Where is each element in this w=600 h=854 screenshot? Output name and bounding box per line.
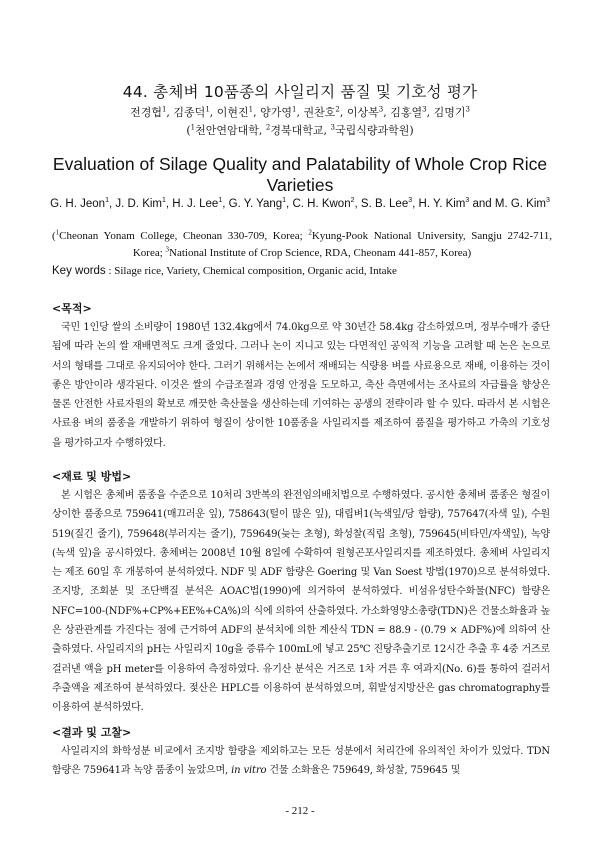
keywords-label: Key words — [52, 265, 106, 277]
author-sup: 1 — [161, 105, 167, 114]
author-sup: 3 — [422, 105, 427, 114]
author-name: G. H. Jeon — [50, 198, 106, 210]
author-sup: 2 — [350, 197, 355, 205]
author-sup: 1 — [162, 197, 166, 205]
affil-sup: 2 — [265, 123, 271, 132]
english-affiliations: ($^1$Cheonan Yonam College, Cheonan 330-709, Korea; $^2$Kyung-Pook National University, Sangju 2742-711, Korea; $^3$National Institute of Crop Science, RDA, Cheonam 441-857, Korea) — [52, 228, 552, 259]
affil-2: Kyung-Pook National University, Sangju 2742-711, Korea; — [132, 230, 552, 259]
author-sup: 1 — [292, 105, 297, 114]
author-name: 이현진 — [216, 106, 249, 119]
affil-sup: 3 — [330, 123, 335, 132]
author-sup: 3 — [546, 197, 550, 205]
affil-sup: 3 — [165, 245, 170, 254]
author-name: H. J. Lee — [172, 198, 219, 210]
page-number: - 212 - — [285, 805, 315, 817]
author-sup: 1 — [105, 197, 109, 205]
korean-authors: 전경협$^1$, 김종덕$^1$, 이현진$^1$, 양가영$^1$, 권찬호$^2$, 이상복$^3$, 김홍열$^3$, 김명기$^3$ — [130, 105, 470, 119]
author-sup: 3 — [378, 105, 384, 114]
author-sup: 3 — [408, 197, 413, 205]
author-name: 김종덕 — [173, 106, 206, 119]
author-name: M. G. Kim — [494, 198, 546, 210]
affil-sup: 2 — [308, 228, 312, 237]
author-sup: 3 — [465, 197, 470, 205]
author-name: S. B. Lee — [360, 198, 409, 210]
affil-name: 경북대학교 — [270, 124, 324, 137]
korean-title: 44. 총체벼 10품종의 사일리지 품질 및 기호성 평가 — [122, 83, 478, 101]
author-name: 전경협 — [130, 106, 162, 119]
section-heading-methods: <재료 및 방법> — [52, 470, 132, 483]
affil-sup: 1 — [55, 228, 60, 237]
author-name: 권찬호 — [303, 106, 336, 119]
author-name: 이상복 — [346, 106, 379, 119]
affil-1: Cheonan Yonam College, Cheonan 330-709, Korea; — [59, 230, 303, 242]
section-heading-results: <결과 및 고찰> — [52, 726, 132, 739]
keywords — [52, 265, 552, 277]
results-text-2: 건물 소화율은 759649, 화성찰, 759645 및 — [266, 765, 461, 777]
author-name: J. D. Kim — [115, 198, 162, 210]
author-sup: 1 — [282, 197, 287, 205]
author-name: 김홍열 — [390, 106, 423, 119]
english-title: Evaluation of Silage Quality and Palatability of Whole Crop Rice Varieties — [52, 154, 548, 195]
author-sup: 1 — [218, 197, 223, 205]
section-body-results — [52, 742, 550, 781]
section-heading-purpose: <목적> — [52, 302, 92, 315]
section-body-purpose: 국민 1인당 쌀의 소비량이 1980년 132.4kg에서 74.0kg으로 약 30년간 58.4kg 감소하였으며, 정부수매가 중단됨에 따라 논의 쌀 재배면적도 크게 줄었다. 그러나 논이 지니고 있는 다면적인 공익적 기능을 고려할 때 논은 논으로서의 형태를 그대로 유지되어야 한다. 그러기 위해서는 논에서 재배되는 식량용 벼를 사료용으로 재배, 이용하는 것이 좋은 방안이라 생각된다. 이것은 쌀의 수급조절과 경영 안정을 도모하고, 축산 측면에서는 조사료의 자급률을 향상은 물론 안전한 사료자원의 확보로 깨끗한 축산물을 생산하는데 기여하는 공생의 전략이라 할 수 있다. 따라서 본 시험은 사료용 벼의 품종을 개발하기 위하여 형질이 상이한 10품종을 사일리지를 제조하여 품질을 평가하고 가축의 기호성을 평가하고자 수행하였다. — [52, 322, 550, 449]
author-name: C. H. Kwon — [292, 198, 351, 210]
author-sup: 3 — [465, 105, 470, 114]
section-body-methods: 본 시험은 총체벼 품종을 수준으로 10처리 3반복의 완전임의배치법으로 수행하였다. 공시한 총체벼 품종은 형질이 상이한 품종으로 759641(매끄러운 잎), 758643(털이 많은 잎), 대립벼1(녹색잎/당 함량), 757647(자색 잎), 수원519(질긴 줄기), 759648(부러지는 줄기), 759649(늦는 초형), 화성찰(직립 초형), 759645(비타민/자색잎), 녹양(녹색 잎)을 공시하였다. 총체벼는 2008년 10월 8일에 수확하여 원형곤포사일리지를 제조하였다. 총체벼 사일리지는 제조 60일 후 개봉하여 분석하였다. NDF 및 ADF 함량은 Goering 및 Van Soest 방법(1970)으로 분석하였다. 조지방, 조회분 및 조단백질 분석은 AOAC법(1990)에 의거하여 분석하였다. 비섬유성탄수화물(NFC) 함량은 NFC=100-(NDF%+CP%+EE%+CA%)의 식에 의하여 산출하였다. 가소화영양소총량(TDN)은 건물소화율과 높은 상관관계를 가진다는 점에 근거하여 ADF의 분석치에 의한 계산식 TDN = 88.9 - (0.79 × ADF%)에 의하여 산출하였다. 사일리지의 pH는 사일리지 10g을 증류수 100mL에 넣고 25℃ 진탕추출기로 12시간 추출 후 4중 거즈로 걸러낸 액을 pH meter를 이용하여 측정하였다. 유기산 분석은 거즈로 1차 거른 후 여과지(No. 6)를 통하여 걸러서 추출액을 제조하여 분석하였다. 젖산은 HPLC를 이용하여 분석하였으며, 휘발성지방산은 gas chromatography를 이용하여 분석하였다. — [52, 490, 550, 714]
author-name: 김명기 — [433, 106, 466, 119]
author-sup: 1 — [205, 105, 210, 114]
affil-name: 국립식량과학원 — [334, 124, 410, 137]
results-italic: in vitro — [231, 765, 267, 777]
author-sup: 1 — [248, 105, 254, 114]
author-name: 양가영 — [260, 106, 293, 119]
affil-3: National Institute of Crop Science, RDA, Cheonam 441-857, Korea) — [169, 247, 472, 259]
author-name: H. Y. Kim — [418, 198, 466, 210]
keywords-text: : Silage rice, Variety, Chemical composition, Organic acid, Intake — [108, 265, 397, 277]
korean-affiliations: ($^1$천안연암대학, $^2$경북대학교, $^3$국립식량과학원) — [186, 123, 414, 137]
affil-sup: 1 — [190, 123, 196, 132]
results-text-1: 사일리지의 화학성분 비교에서 조지방 함량을 제외하고는 모든 성분에서 처리간에 유의적인 차이가 있었다. TDN 함량은 759641과 녹양 품종이 높았으며, — [52, 746, 550, 777]
author-sup: 2 — [335, 105, 340, 114]
affil-name: 천안연암대학 — [195, 124, 259, 137]
author-name: G. Y. Yang — [228, 198, 283, 210]
english-authors: G. H. Jeon$^1$, J. D. Kim$^1$, H. J. Lee$^1$, G. Y. Yang$^1$, C. H. Kwon$^2$, S. B. Lee$^3$, H. Y. Kim$^3$ and M. G. Kim$^3$ — [50, 197, 550, 210]
